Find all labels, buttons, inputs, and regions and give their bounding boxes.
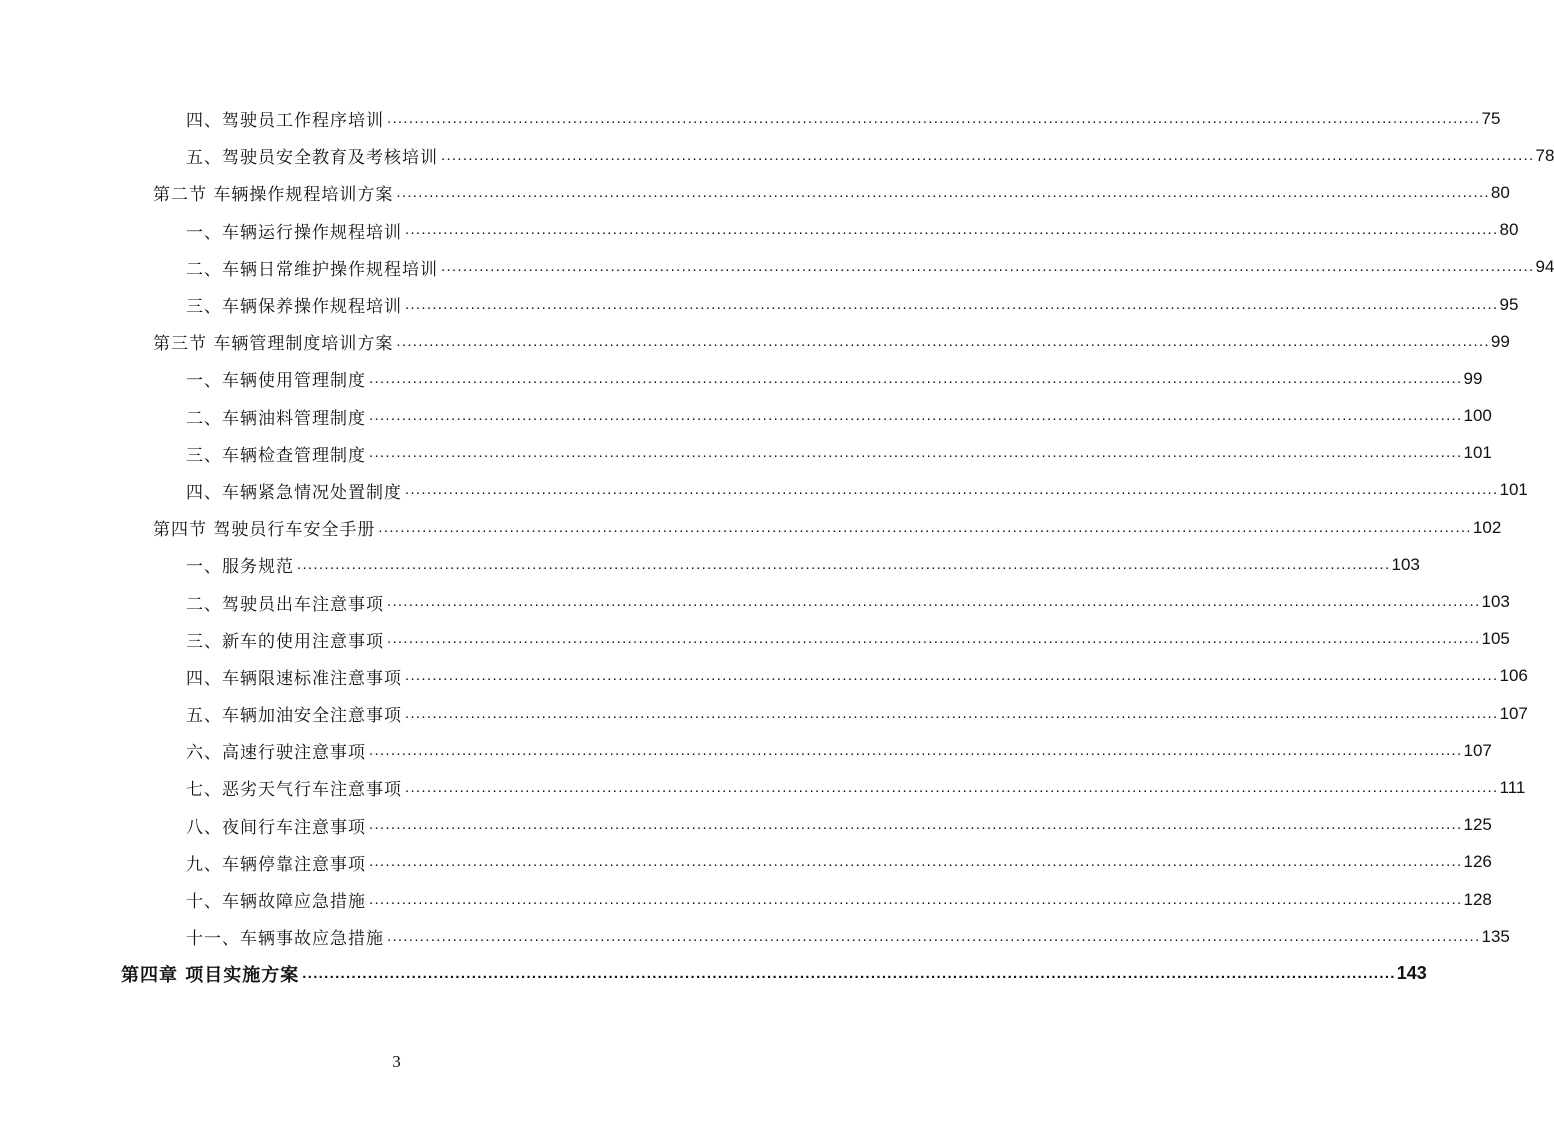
toc-entry-page: 103 <box>1481 592 1510 612</box>
toc-entry-page: 101 <box>1499 480 1528 500</box>
toc-entry-page: 143 <box>1396 963 1427 984</box>
toc-leader-dots: ........................................................................................................................................................................................................ <box>369 741 1463 759</box>
toc-entry-label: 二、车辆油料管理制度 <box>186 408 366 429</box>
toc-entry[interactable] <box>186 398 1492 435</box>
toc-entry[interactable] <box>186 212 1519 249</box>
toc-entry[interactable] <box>186 137 1554 174</box>
toc-leader-dots: ........................................................................................................................................................................................................ <box>405 667 1499 685</box>
toc-leader-dots: ........................................................................................................................................................................................................ <box>387 630 1481 648</box>
toc-entry-label: 三、新车的使用注意事项 <box>186 631 384 652</box>
toc-leader-dots: ........................................................................................................................................................................................................ <box>405 481 1499 499</box>
toc-leader-dots: ........................................................................................................................................................................................................ <box>369 444 1463 462</box>
toc-entry-page: 75 <box>1481 108 1501 128</box>
toc-entry-label: 一、车辆运行操作规程培训 <box>186 222 402 243</box>
toc-leader-dots: ........................................................................................................................................................................................................ <box>405 778 1499 796</box>
toc-leader-dots: ........................................................................................................................................................................................................ <box>297 555 1391 573</box>
toc-entry-label: 二、驾驶员出车注意事项 <box>186 594 384 615</box>
toc-entry-label: 一、服务规范 <box>186 557 294 578</box>
toc-entry-label: 十一、车辆事故应急措施 <box>186 929 384 950</box>
toc-leader-dots: ........................................................................................................................................................................................................ <box>396 332 1490 350</box>
toc-entry-page: 135 <box>1481 926 1510 946</box>
toc-entry-page: 126 <box>1463 852 1492 872</box>
toc-leader-dots: ........................................................................................................................................................................................................ <box>441 258 1535 276</box>
toc-leader-dots: ........................................................................................................................................................................................................ <box>302 964 1396 982</box>
toc-entry-page: 80 <box>1490 182 1510 202</box>
toc-entry[interactable] <box>186 918 1510 955</box>
toc-entry[interactable] <box>153 174 1510 211</box>
toc-entry-page: 107 <box>1463 740 1492 760</box>
toc-entry-label: 四、车辆紧急情况处置制度 <box>186 482 402 503</box>
toc-leader-dots: ........................................................................................................................................................................................................ <box>396 183 1490 201</box>
toc-entry[interactable] <box>186 435 1492 472</box>
toc-leader-dots: ........................................................................................................................................................................................................ <box>378 518 1472 536</box>
toc-entry-label: 五、车辆加油安全注意事项 <box>186 706 402 727</box>
toc-entry-label: 四、车辆限速标准注意事项 <box>186 668 402 689</box>
toc-entry[interactable] <box>186 472 1528 509</box>
toc-entry-label: 十、车辆故障应急措施 <box>186 892 366 913</box>
toc-entry[interactable] <box>186 807 1492 844</box>
toc-entry-label: 五、驾驶员安全教育及考核培训 <box>186 148 438 169</box>
toc-entry[interactable] <box>153 323 1510 360</box>
toc-entry-page: 102 <box>1472 517 1502 537</box>
toc-entry-label: 七、恶劣天气行车注意事项 <box>186 780 402 801</box>
toc-entry[interactable] <box>153 509 1502 546</box>
toc-entry-page: 111 <box>1499 777 1526 797</box>
toc-entry-label: 六、高速行驶注意事项 <box>186 743 366 764</box>
toc-entry[interactable] <box>186 286 1519 323</box>
toc-leader-dots: ........................................................................................................................................................................................................ <box>369 407 1463 425</box>
toc-leader-dots: ........................................................................................................................................................................................................ <box>369 369 1463 387</box>
toc-leader-dots: ........................................................................................................................................................................................................ <box>387 593 1481 611</box>
toc-entry-page: 101 <box>1463 443 1492 463</box>
toc-entry[interactable] <box>186 546 1420 583</box>
toc-entry-label: 一、车辆使用管理制度 <box>186 371 366 392</box>
toc-entry-page: 95 <box>1499 294 1519 314</box>
toc-entry-page: 78 <box>1535 145 1554 165</box>
toc-entry-label: 第四章 项目实施方案 <box>121 964 300 986</box>
toc-entry-page: 103 <box>1391 554 1420 574</box>
toc-leader-dots: ........................................................................................................................................................................................................ <box>405 295 1499 313</box>
toc-entry[interactable] <box>186 249 1554 286</box>
toc-chapter-entry[interactable] <box>121 955 1427 992</box>
toc-entry-label: 二、车辆日常维护操作规程培训 <box>186 259 438 280</box>
toc-entry[interactable] <box>186 769 1526 806</box>
toc-entry-label: 九、车辆停靠注意事项 <box>186 854 366 875</box>
toc-entry[interactable] <box>186 844 1492 881</box>
toc-entry-label: 第四节 驾驶员行车安全手册 <box>153 520 376 541</box>
toc-entry[interactable] <box>186 732 1492 769</box>
toc-leader-dots: ........................................................................................................................................................................................................ <box>405 704 1499 722</box>
toc-entry[interactable] <box>186 100 1501 137</box>
toc-entry-label: 八、夜间行车注意事项 <box>186 817 366 838</box>
toc-entry[interactable] <box>186 621 1510 658</box>
toc-entry-page: 107 <box>1499 703 1528 723</box>
toc-leader-dots: ........................................................................................................................................................................................................ <box>369 853 1463 871</box>
table-of-contents <box>0 100 1554 993</box>
toc-leader-dots: ........................................................................................................................................................................................................ <box>369 816 1463 834</box>
toc-leader-dots: ........................................................................................................................................................................................................ <box>369 890 1463 908</box>
toc-entry-label: 第二节 车辆操作规程培训方案 <box>153 185 394 206</box>
toc-entry-label: 四、驾驶员工作程序培训 <box>186 111 384 132</box>
toc-entry[interactable] <box>186 881 1492 918</box>
toc-entry-page: 80 <box>1499 220 1519 240</box>
toc-entry[interactable] <box>186 695 1528 732</box>
toc-entry-page: 106 <box>1499 666 1528 686</box>
toc-entry[interactable] <box>186 360 1483 397</box>
toc-entry-page: 125 <box>1463 815 1492 835</box>
toc-leader-dots: ........................................................................................................................................................................................................ <box>387 109 1481 127</box>
toc-entry-label: 第三节 车辆管理制度培训方案 <box>153 334 394 355</box>
toc-entry-label: 三、车辆保养操作规程培训 <box>186 297 402 318</box>
toc-entry[interactable] <box>186 658 1528 695</box>
toc-entry-page: 105 <box>1481 629 1510 649</box>
toc-leader-dots: ........................................................................................................................................................................................................ <box>405 221 1499 239</box>
toc-leader-dots: ........................................................................................................................................................................................................ <box>441 146 1535 164</box>
toc-entry-page: 100 <box>1463 406 1492 426</box>
toc-entry-page: 128 <box>1463 889 1492 909</box>
toc-entry-page: 94 <box>1535 257 1554 277</box>
toc-entry-page: 99 <box>1463 368 1483 388</box>
toc-entry-page: 99 <box>1490 331 1510 351</box>
page-number: 3 <box>392 1052 401 1071</box>
toc-entry[interactable] <box>186 583 1510 620</box>
toc-leader-dots: ........................................................................................................................................................................................................ <box>387 927 1481 945</box>
toc-entry-label: 三、车辆检查管理制度 <box>186 445 366 466</box>
